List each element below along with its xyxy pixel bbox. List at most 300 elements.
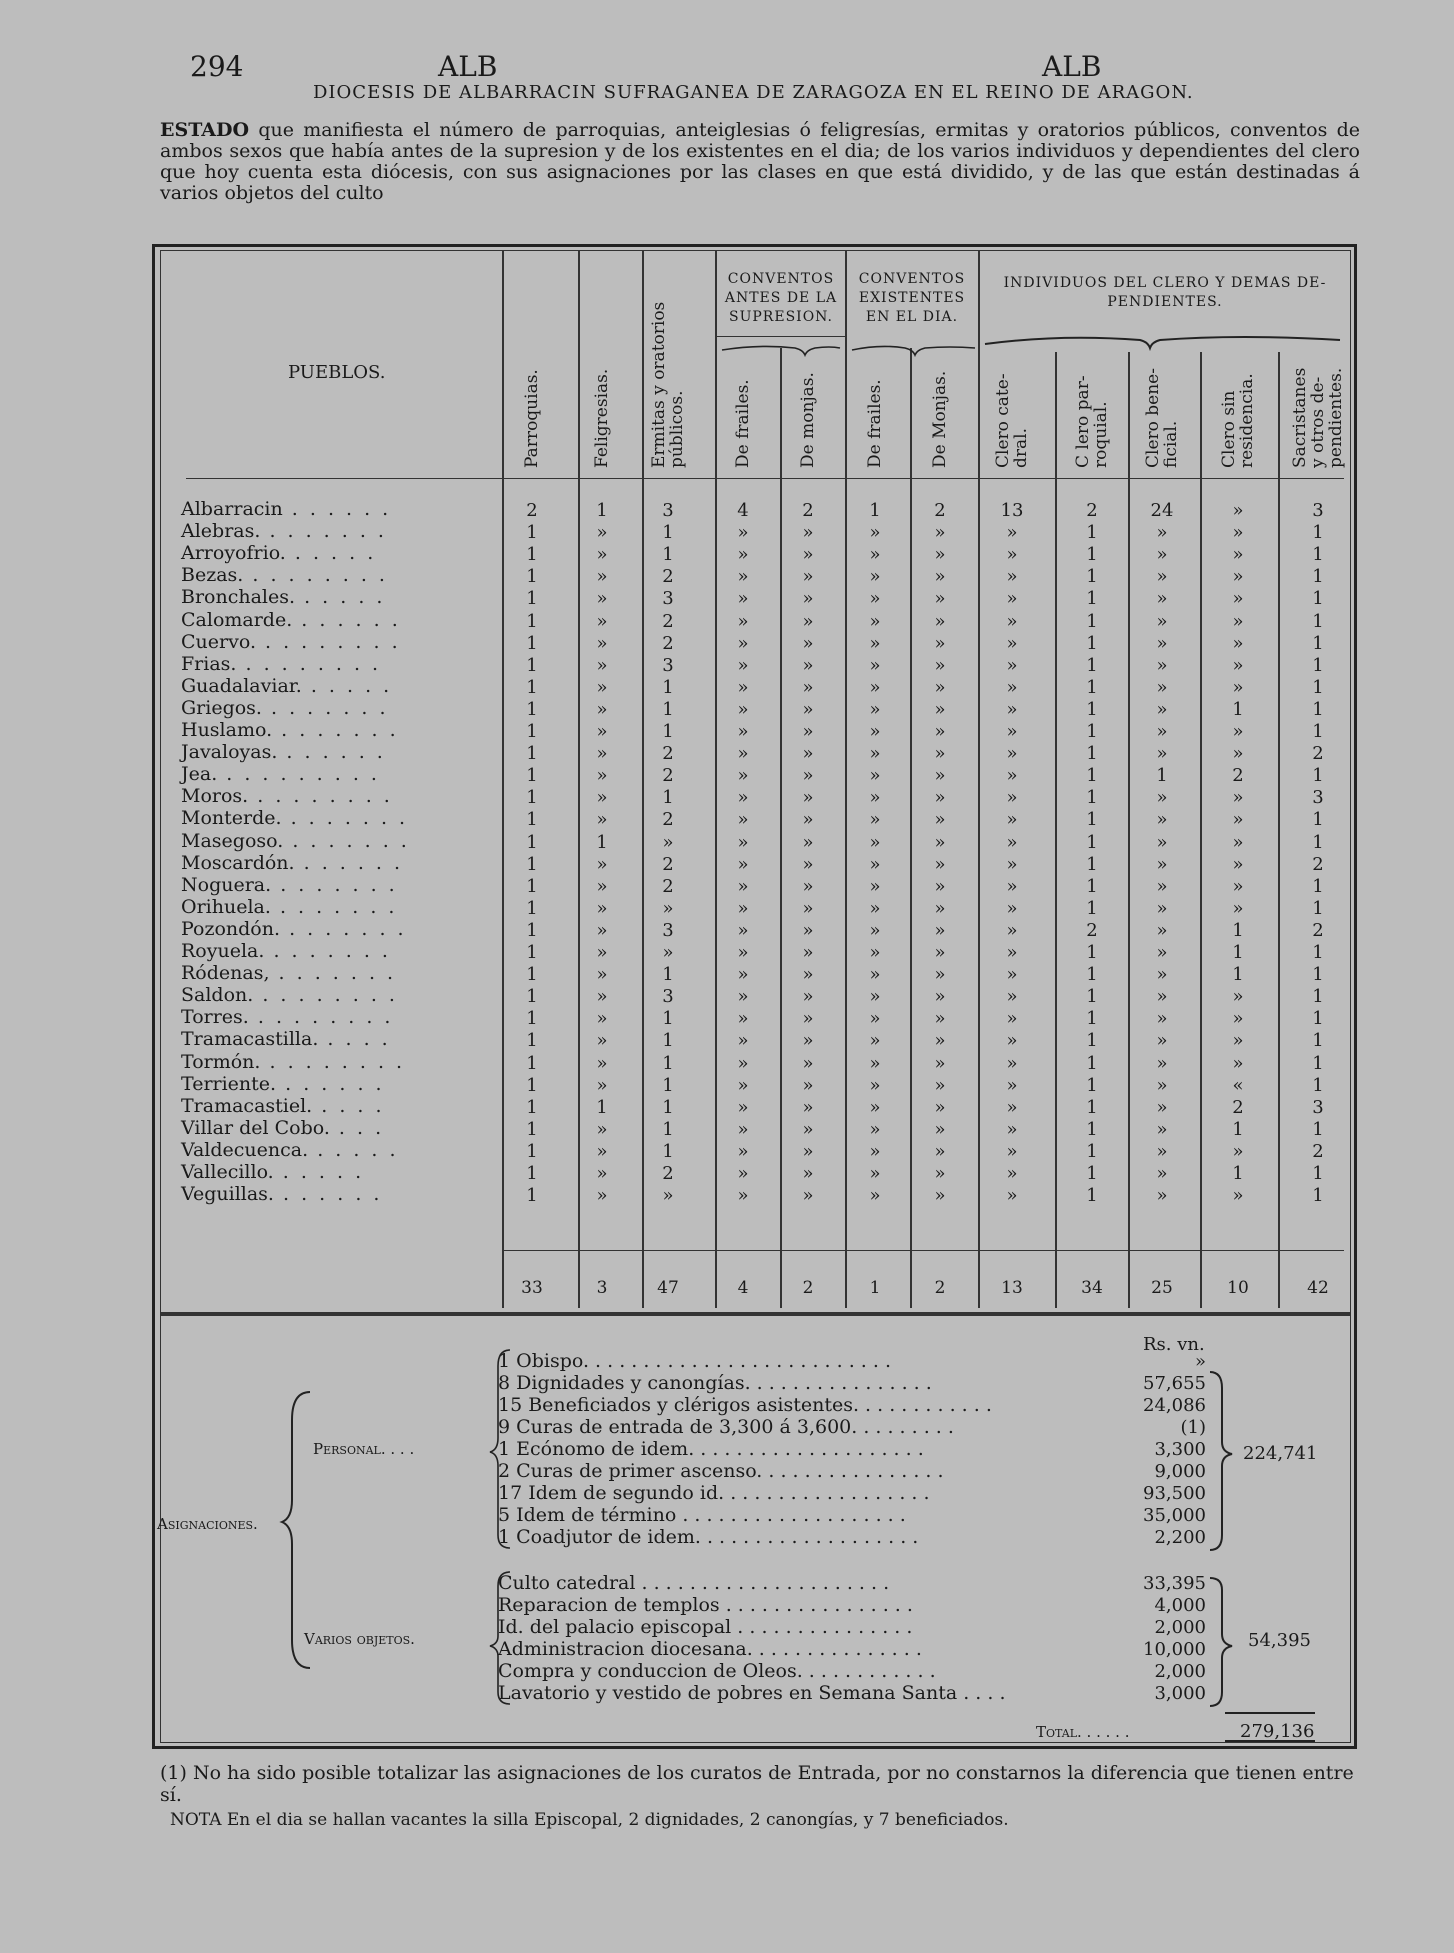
assignment-item: 1 Coadjutor de idem. . . . . . . . . . . . . . . . . . . <box>498 1526 919 1548</box>
table-cell: » <box>596 809 608 831</box>
table-cell: » <box>596 942 608 963</box>
leader-dots: . . . . . . . . <box>236 652 382 675</box>
table-cell: 1 <box>1312 544 1324 566</box>
table-cell: 1 <box>1086 566 1098 588</box>
table-cell: » <box>1232 897 1244 919</box>
table-cell: 2 <box>1312 919 1324 941</box>
table-cell: » <box>1006 787 1018 809</box>
table-cell: » <box>1006 544 1018 566</box>
table-cell: 13 <box>1000 500 1024 521</box>
table-cell: » <box>1156 875 1168 897</box>
table-cell: 2 <box>662 610 674 632</box>
page-number: 294 <box>190 50 244 83</box>
table-cell: » <box>869 1052 881 1074</box>
table-cell: » <box>1156 964 1168 986</box>
table-cell: 1 <box>1086 544 1098 566</box>
table-cell: » <box>596 897 608 919</box>
table-cell: » <box>934 544 946 566</box>
table-cell: » <box>934 1074 946 1096</box>
table-cell: » <box>596 588 608 610</box>
table-cell: 1 <box>526 765 538 787</box>
table-cell: » <box>1006 765 1018 787</box>
table-cell: 1 <box>526 698 538 720</box>
table-cell: 1 <box>526 632 538 654</box>
assignment-amount: 9,000 <box>1154 1461 1206 1482</box>
table-cell: » <box>934 522 946 544</box>
table-cell: 1 <box>1312 632 1324 654</box>
table-cell: » <box>802 1074 814 1096</box>
town-name: Royuela. <box>181 940 265 962</box>
table-cell: 1 <box>1086 1030 1098 1052</box>
table-cell: » <box>662 942 674 963</box>
table-cell: » <box>596 787 608 809</box>
table-cell: 2 <box>1312 1140 1324 1162</box>
footnote-1: (1) No ha sido posible totalizar las asignaciones de los curatos de Entrada, por no constarnos la diferencia que tienen entre sí. <box>160 1762 1354 1806</box>
currency-label: Rs. vn. <box>1143 1334 1205 1355</box>
intro-text: que manifiesta el número de parroquias, anteiglesias ó feligresías, ermitas y oratorios públicos, conventos de ambos sexos que había antes de la supresion y de los existentes en el dia; de los varios individuos y dependientes del clero que hoy cuenta esta diócesis, con sus asignaciones por las clases en que está dividido, y de las que están destinadas á varios objetos del culto <box>160 119 1360 204</box>
table-cell: » <box>1232 743 1244 765</box>
table-cell: » <box>737 1140 749 1162</box>
table-cell: » <box>802 853 814 875</box>
leader-dots: . . . . . . . . <box>260 1050 406 1073</box>
table-cell: » <box>596 721 608 742</box>
table-cell: » <box>1006 831 1018 853</box>
town-name: Bronchales. <box>181 586 296 609</box>
table-cell: » <box>934 698 946 720</box>
table-cell: » <box>934 875 946 897</box>
table-cell: » <box>869 1074 881 1096</box>
table-cell: 1 <box>662 676 674 698</box>
leader-dots: . . . . . <box>285 542 377 565</box>
column-header: Clero cate- dral. <box>993 373 1031 468</box>
column-header: De monjas. <box>798 372 818 468</box>
table-cell: 3 <box>1312 1096 1324 1118</box>
town-name: Guadalaviar. <box>181 674 302 697</box>
table-cell: 2 <box>1312 743 1324 765</box>
table-cell: 1 <box>526 942 538 963</box>
table-cell: » <box>869 698 881 720</box>
table-cell: » <box>802 831 814 853</box>
table-cell: 1 <box>1312 1185 1324 1207</box>
table-cell: 1 <box>526 1118 538 1140</box>
table-cell: 1 <box>1086 1118 1098 1140</box>
town-name: Javaloyas. <box>181 741 278 764</box>
table-cell: » <box>869 522 881 544</box>
table-cell: » <box>869 1096 881 1118</box>
town-name: Tramacastiel. <box>181 1094 313 1117</box>
table-cell: » <box>737 588 749 610</box>
table-cell: » <box>1232 986 1244 1008</box>
table-cell: » <box>1156 544 1168 566</box>
table-cell: 2 <box>662 1163 674 1184</box>
table-cell: 1 <box>1312 588 1324 610</box>
table-cell: » <box>662 831 674 853</box>
table-cell: » <box>869 1030 881 1052</box>
table-cell: » <box>1232 566 1244 588</box>
table-cell: » <box>1006 676 1018 698</box>
assignment-amount: (1) <box>1180 1417 1206 1438</box>
table-cell: » <box>802 1008 814 1030</box>
town-name: Terriente. <box>181 1072 277 1095</box>
table-cell: » <box>934 1185 946 1207</box>
leader-dots: . . . . . . . <box>283 829 410 852</box>
table-cell: » <box>869 831 881 853</box>
town-name: Torres. <box>181 1006 249 1029</box>
total-cell: 4 <box>737 1278 749 1298</box>
table-cell: » <box>1232 544 1244 566</box>
table-cell: » <box>869 986 881 1008</box>
table-cell: » <box>1006 522 1018 544</box>
table-cell: » <box>596 1140 608 1162</box>
table-cell: 1 <box>1312 831 1324 853</box>
table-cell: 1 <box>1086 1185 1098 1207</box>
column-group-header: CONVENTOS ANTES DE LA SUPRESION. <box>724 271 838 325</box>
table-cell: » <box>802 743 814 765</box>
varios-label: Varios objetos. <box>304 1630 415 1648</box>
town-name: Orihuela. <box>181 895 271 918</box>
table-cell: 1 <box>662 1074 674 1096</box>
table-cell: 1 <box>1086 1096 1098 1118</box>
table-cell: 1 <box>662 1096 674 1118</box>
table-cell: 1 <box>662 787 674 809</box>
leader-dots: . . . . . . <box>282 498 392 520</box>
table-cell: 1 <box>526 897 538 919</box>
table-cell: 1 <box>1086 1052 1098 1074</box>
assignment-amount: 10,000 <box>1143 1639 1206 1660</box>
table-cell: 1 <box>596 1096 608 1118</box>
table-cell: 2 <box>1232 765 1244 787</box>
table-cell: 3 <box>1312 787 1324 809</box>
assignment-amount: 24,086 <box>1143 1395 1206 1416</box>
table-cell: » <box>596 875 608 897</box>
table-cell: » <box>802 942 814 963</box>
table-cell: » <box>934 1096 946 1118</box>
table-cell: » <box>737 1030 749 1052</box>
table-cell: 1 <box>526 654 538 676</box>
leader-dots: . . . . . <box>273 1161 365 1183</box>
table-cell: » <box>934 1052 946 1074</box>
grand-total: 279,136 <box>1240 1721 1315 1742</box>
table-cell: 1 <box>1312 1074 1324 1096</box>
table-cell: » <box>1156 1052 1168 1074</box>
diocese-title: DIOCESIS DE ALBARRACIN SUFRAGANEA DE ZARAGOZA EN EL REINO DE ARAGON. <box>313 82 1194 103</box>
town-name: Arroyofrio. <box>181 542 286 565</box>
table-cell: » <box>737 964 749 986</box>
table-cell: 1 <box>526 1008 538 1030</box>
table-cell: » <box>596 522 608 544</box>
column-group-header: CONVENTOS EXISTENTES EN EL DIA. <box>858 271 966 325</box>
total-cell: 33 <box>521 1278 543 1298</box>
table-cell: 1 <box>1086 853 1098 875</box>
table-cell: 1 <box>1232 1163 1244 1184</box>
table-cell: » <box>596 1008 608 1030</box>
column-header: De Monjas. <box>930 370 950 468</box>
town-name: Saldon. <box>181 984 254 1007</box>
assignment-item: Culto catedral . . . . . . . . . . . . . . . . . . . . . <box>498 1572 890 1594</box>
table-cell: 1 <box>526 1030 538 1052</box>
table-cell: » <box>1006 1185 1018 1207</box>
table-cell: » <box>662 897 674 919</box>
table-cell: » <box>934 831 946 853</box>
leader-dots: . . . . . . . <box>272 719 399 741</box>
town-name: Masegoso. <box>181 829 284 852</box>
assignment-item: Reparacion de templos . . . . . . . . . . . . . . . . <box>498 1594 913 1616</box>
column-header: Ermitas y oratorios públicos. <box>649 301 687 468</box>
leader-dots: . . . . . . . <box>264 940 391 962</box>
town-name: Griegos. <box>181 696 262 719</box>
table-cell: » <box>1006 1030 1018 1052</box>
table-cell: » <box>596 743 608 765</box>
table-cell: 1 <box>1312 522 1324 544</box>
table-cell: 1 <box>1086 698 1098 720</box>
asignaciones-label: Asignaciones. <box>157 1515 258 1533</box>
table-cell: » <box>934 654 946 676</box>
table-cell: » <box>662 1185 674 1207</box>
town-name: Villar del Cobo. <box>181 1116 330 1139</box>
table-cell: » <box>1156 1030 1168 1052</box>
table-cell: » <box>1232 875 1244 897</box>
table-cell: » <box>1006 1118 1018 1140</box>
table-cell: » <box>596 964 608 986</box>
leader-dots: . . . . <box>318 1028 391 1051</box>
assignment-amount: 57,655 <box>1143 1373 1206 1394</box>
table-cell: » <box>869 897 881 919</box>
table-cell: » <box>934 610 946 632</box>
table-cell: » <box>1006 942 1018 963</box>
assignment-item: 5 Idem de término . . . . . . . . . . . . . . . . . . . <box>498 1504 906 1526</box>
total-cell: 10 <box>1227 1278 1249 1298</box>
table-cell: 1 <box>1086 1140 1098 1162</box>
table-cell: » <box>1006 1096 1018 1118</box>
assignment-item: 15 Beneficiados y clérigos asistentes. . . . . . . . . . . . <box>498 1394 992 1416</box>
table-cell: » <box>596 986 608 1008</box>
table-cell: » <box>1006 698 1018 720</box>
table-cell: » <box>1156 942 1168 963</box>
leader-dots: . . . . . <box>308 1138 399 1161</box>
table-cell: 1 <box>1312 875 1324 897</box>
table-cell: » <box>802 919 814 941</box>
town-name: Tormón. <box>181 1050 261 1073</box>
table-cell: » <box>1156 721 1168 742</box>
table-cell: 1 <box>526 721 538 742</box>
town-name: Vallecillo. <box>181 1161 274 1183</box>
table-cell: » <box>1232 1185 1244 1207</box>
table-cell: » <box>1156 809 1168 831</box>
table-cell: » <box>934 787 946 809</box>
personal-total: 224,741 <box>1243 1443 1318 1464</box>
table-cell: » <box>802 765 814 787</box>
table-cell: » <box>934 809 946 831</box>
table-cell: 1 <box>1086 676 1098 698</box>
pueblos-header: PUEBLOS. <box>288 362 386 383</box>
table-cell: 1 <box>526 566 538 588</box>
leader-dots: . . . . . . <box>292 608 401 631</box>
table-cell: 2 <box>662 566 674 588</box>
table-cell: 1 <box>1086 721 1098 742</box>
table-cell: » <box>1156 1096 1168 1118</box>
table-cell: » <box>737 1096 749 1118</box>
table-cell: 1 <box>1086 875 1098 897</box>
table-cell: » <box>802 1096 814 1118</box>
table-cell: » <box>1232 1030 1244 1052</box>
town-name: Calomarde. <box>181 608 293 631</box>
table-cell: » <box>1232 787 1244 809</box>
table-cell: 2 <box>662 809 674 831</box>
table-cell: » <box>737 809 749 831</box>
table-cell: 1 <box>662 1140 674 1162</box>
assignment-item: 1 Obispo. . . . . . . . . . . . . . . . . . . . . . . . . . <box>498 1350 891 1372</box>
table-cell: » <box>1232 500 1244 521</box>
assignment-item: 17 Idem de segundo id. . . . . . . . . . . . . . . . . . <box>498 1482 930 1504</box>
table-cell: » <box>934 743 946 765</box>
table-cell: 1 <box>1232 919 1244 941</box>
table-cell: » <box>737 1163 749 1184</box>
table-cell: » <box>596 698 608 720</box>
table-cell: » <box>1156 566 1168 588</box>
table-cell: » <box>934 721 946 742</box>
assignment-amount: 33,395 <box>1143 1573 1206 1594</box>
table-cell: » <box>1006 1052 1018 1074</box>
table-cell: 1 <box>1086 986 1098 1008</box>
table-cell: 1 <box>662 1052 674 1074</box>
table-cell: » <box>934 853 946 875</box>
leader-dots: . . . . . . . <box>281 807 409 830</box>
table-cell: 1 <box>1312 676 1324 698</box>
table-cell: » <box>737 1118 749 1140</box>
table-cell: » <box>869 1163 881 1184</box>
table-cell: 1 <box>526 522 538 544</box>
table-cell: » <box>869 1118 881 1140</box>
table-cell: 1 <box>1086 1163 1098 1184</box>
table-cell: » <box>737 522 749 544</box>
table-cell: 1 <box>1086 809 1098 831</box>
leader-dots: . . . . . . <box>273 1183 383 1206</box>
table-cell: » <box>1232 654 1244 676</box>
table-cell: » <box>802 1118 814 1140</box>
table-cell: » <box>737 787 749 809</box>
assignment-amount: 4,000 <box>1154 1595 1206 1616</box>
table-cell: 1 <box>1312 964 1324 986</box>
table-cell: » <box>1232 676 1244 698</box>
table-cell: » <box>737 1074 749 1096</box>
table-cell: » <box>737 1052 749 1074</box>
table-cell: » <box>1006 610 1018 632</box>
total-cell: 47 <box>657 1278 679 1298</box>
table-cell: 1 <box>1232 942 1244 963</box>
town-name: Bezas. <box>181 564 244 587</box>
leader-dots: . . . . . . . <box>271 873 398 896</box>
town-name: Moros. <box>181 785 249 808</box>
table-cell: » <box>1006 588 1018 610</box>
table-cell: » <box>737 721 749 742</box>
table-cell: » <box>596 610 608 632</box>
table-cell: 1 <box>526 809 538 831</box>
table-cell: 1 <box>1086 743 1098 765</box>
table-cell: 1 <box>662 1118 674 1140</box>
table-cell: » <box>1006 897 1018 919</box>
leader-dots: . . . . . . . . <box>243 564 388 587</box>
table-cell: 1 <box>526 787 538 809</box>
table-cell: 2 <box>662 853 674 875</box>
table-cell: 2 <box>1086 500 1098 521</box>
table-cell: 2 <box>526 500 538 521</box>
table-cell: » <box>802 654 814 676</box>
table-cell: 1 <box>526 964 538 986</box>
table-cell: » <box>934 919 946 941</box>
table-cell: 1 <box>526 853 538 875</box>
total-cell: 34 <box>1081 1278 1103 1298</box>
leader-dots: . . . . . . . . <box>255 630 401 653</box>
table-cell: 1 <box>1312 809 1324 831</box>
table-cell: » <box>802 522 814 544</box>
running-head-right: ALB <box>1042 50 1102 83</box>
table-cell: » <box>737 654 749 676</box>
table-cell: » <box>737 875 749 897</box>
table-cell: 1 <box>869 500 881 521</box>
assignment-item: Compra y conduccion de Oleos. . . . . . . . . . . . <box>498 1660 936 1682</box>
table-cell: » <box>596 1074 608 1096</box>
table-cell: » <box>737 831 749 853</box>
assignment-amount: » <box>1194 1351 1206 1372</box>
leader-dots: . . . . . . <box>276 1072 385 1095</box>
table-cell: 1 <box>662 1008 674 1030</box>
table-cell: » <box>1156 986 1168 1008</box>
table-cell: » <box>1156 831 1168 853</box>
table-cell: » <box>737 765 749 787</box>
table-cell: » <box>802 588 814 610</box>
table-cell: » <box>737 676 749 698</box>
table-cell: » <box>1156 743 1168 765</box>
leader-dots: . . . . . . <box>277 741 386 764</box>
column-header: Sacristanes y otros de- pendientes. <box>1290 367 1346 468</box>
table-cell: » <box>869 1185 881 1207</box>
table-cell: » <box>737 1008 749 1030</box>
table-cell: » <box>1232 831 1244 853</box>
leader-dots: . . . . . . . . <box>248 1006 394 1029</box>
town-name: Monterde. <box>181 807 282 830</box>
table-cell: » <box>1156 1118 1168 1140</box>
leader-dots: . . . . . . . <box>270 895 398 918</box>
table-cell: » <box>596 1030 608 1052</box>
town-name: Veguillas. <box>181 1183 274 1206</box>
table-cell: » <box>934 1008 946 1030</box>
town-name: Valdecuenca. <box>181 1138 309 1161</box>
leader-dots: . . . . . . . . . <box>217 763 380 786</box>
table-cell: 1 <box>526 831 538 853</box>
table-cell: » <box>737 853 749 875</box>
table-cell: » <box>1156 787 1168 809</box>
assignment-amount: 2,000 <box>1154 1617 1206 1638</box>
table-cell: » <box>1006 919 1018 941</box>
table-cell: » <box>869 942 881 963</box>
town-name: Pozondón. <box>181 917 281 940</box>
table-cell: » <box>1232 522 1244 544</box>
table-cell: 2 <box>662 875 674 897</box>
table-cell: » <box>1232 1052 1244 1074</box>
table-cell: » <box>934 964 946 986</box>
table-cell: » <box>737 566 749 588</box>
table-cell: 1 <box>1312 610 1324 632</box>
column-header: C lero par- roquial. <box>1073 375 1111 468</box>
table-cell: 2 <box>1312 853 1324 875</box>
table-cell: 1 <box>596 831 608 853</box>
table-cell: 1 <box>1312 721 1324 742</box>
leader-dots: . . . . . . . <box>261 696 389 719</box>
total-cell: 25 <box>1151 1278 1173 1298</box>
table-cell: 2 <box>934 500 946 521</box>
table-cell: » <box>1156 522 1168 544</box>
table-cell: » <box>737 1185 749 1207</box>
